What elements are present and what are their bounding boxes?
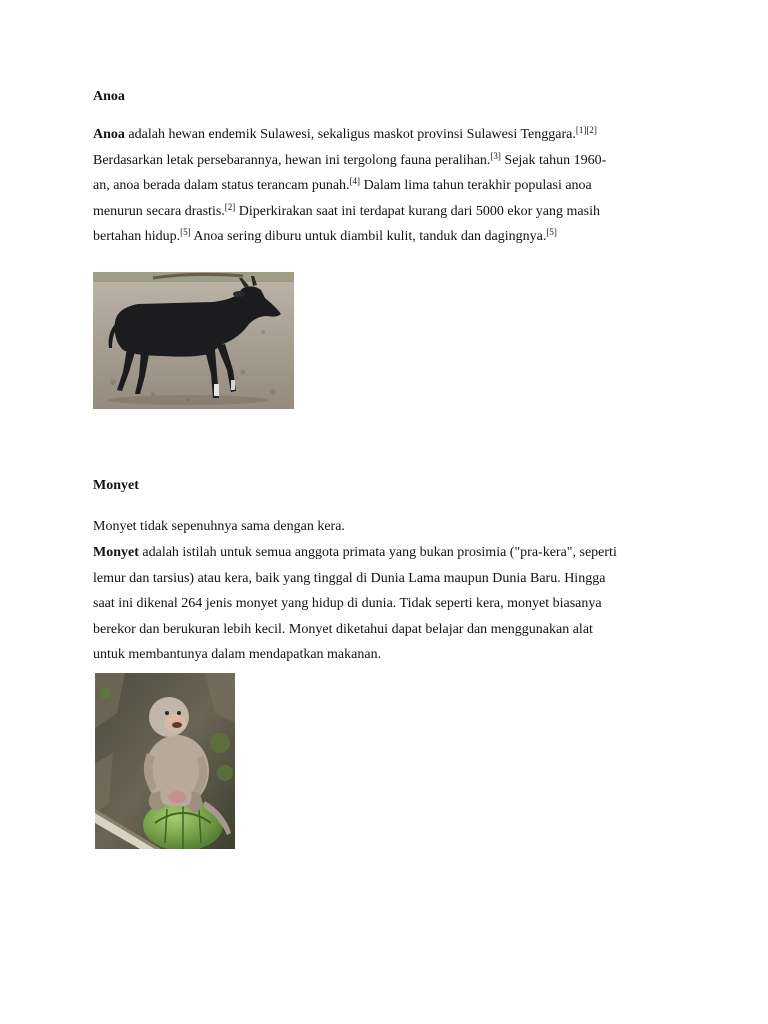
text-run: Diperkirakan saat ini terdapat kurang dari 5000 ekor yang masih xyxy=(235,203,600,219)
monyet-line-3: saat ini dikenal 264 jenis monyet yang hidup di dunia. Tidak seperti kera, monyet biasanya xyxy=(93,596,602,612)
monyet-intro-text: Monyet tidak sepenuhnya sama dengan kera. xyxy=(93,519,345,534)
citation-ref[interactable]: [5] xyxy=(546,227,557,238)
anoa-line-1 xyxy=(93,122,673,148)
monyet-intro xyxy=(93,514,673,540)
citation-ref[interactable]: [4] xyxy=(349,176,361,187)
text-run: adalah hewan endemik Sulawesi, sekaligus maskot provinsi Sulawesi Tenggara. xyxy=(124,127,576,142)
monyet-line-4: berekor dan berukuran lebih kecil. Monyet diketahui dapat belajar dan menggunakan alat xyxy=(93,621,593,637)
anoa-bold-term: Anoa xyxy=(93,127,125,142)
text-run: Anoa sering diburu untuk diambil kulit, tanduk dan dagingnya. xyxy=(190,229,547,245)
text-run: Berdasarkan letak persebarannya, hewan ini tergolong fauna peralihan. xyxy=(93,152,491,168)
anoa-paragraph xyxy=(93,122,673,250)
monyet-line-1 xyxy=(93,540,673,566)
anoa-line-5 xyxy=(93,224,673,250)
anoa-heading: Anoa xyxy=(93,89,125,104)
anoa-photo xyxy=(93,272,294,409)
monyet-bold-term: Monyet xyxy=(93,545,139,560)
monkey-photo xyxy=(95,673,235,849)
text-run: Sejak tahun 1960- xyxy=(500,152,607,168)
text-run: menurun secara drastis. xyxy=(93,203,225,219)
citation-ref[interactable]: [2] xyxy=(224,201,236,212)
monyet-line-5: untuk membantunya dalam mendapatkan makanan. xyxy=(93,647,382,663)
text-run: bertahan hidup. xyxy=(93,229,181,245)
anoa-line-4 xyxy=(93,199,673,225)
text-run: adalah istilah untuk semua anggota primata yang bukan prosimia ("pra-kera", seperti xyxy=(138,545,617,560)
monyet-heading: Monyet xyxy=(93,478,139,493)
anoa-illustration xyxy=(93,272,294,409)
monyet-line-2: lemur dan tarsius) atau kera, baik yang tinggal di Dunia Lama maupun Dunia Baru. Hingga xyxy=(93,570,606,586)
citation-ref[interactable]: [5] xyxy=(180,227,191,238)
anoa-line-2 xyxy=(93,148,673,174)
citation-ref[interactable]: [1][2] xyxy=(575,125,597,135)
anoa-line-3 xyxy=(93,173,673,199)
text-run: Dalam lima tahun terakhir populasi anoa xyxy=(360,178,592,194)
citation-ref[interactable]: [3] xyxy=(490,150,501,161)
text-run: an, anoa berada dalam status terancam punah. xyxy=(93,178,350,194)
monyet-paragraph xyxy=(93,540,673,668)
monkey-illustration xyxy=(95,673,235,849)
